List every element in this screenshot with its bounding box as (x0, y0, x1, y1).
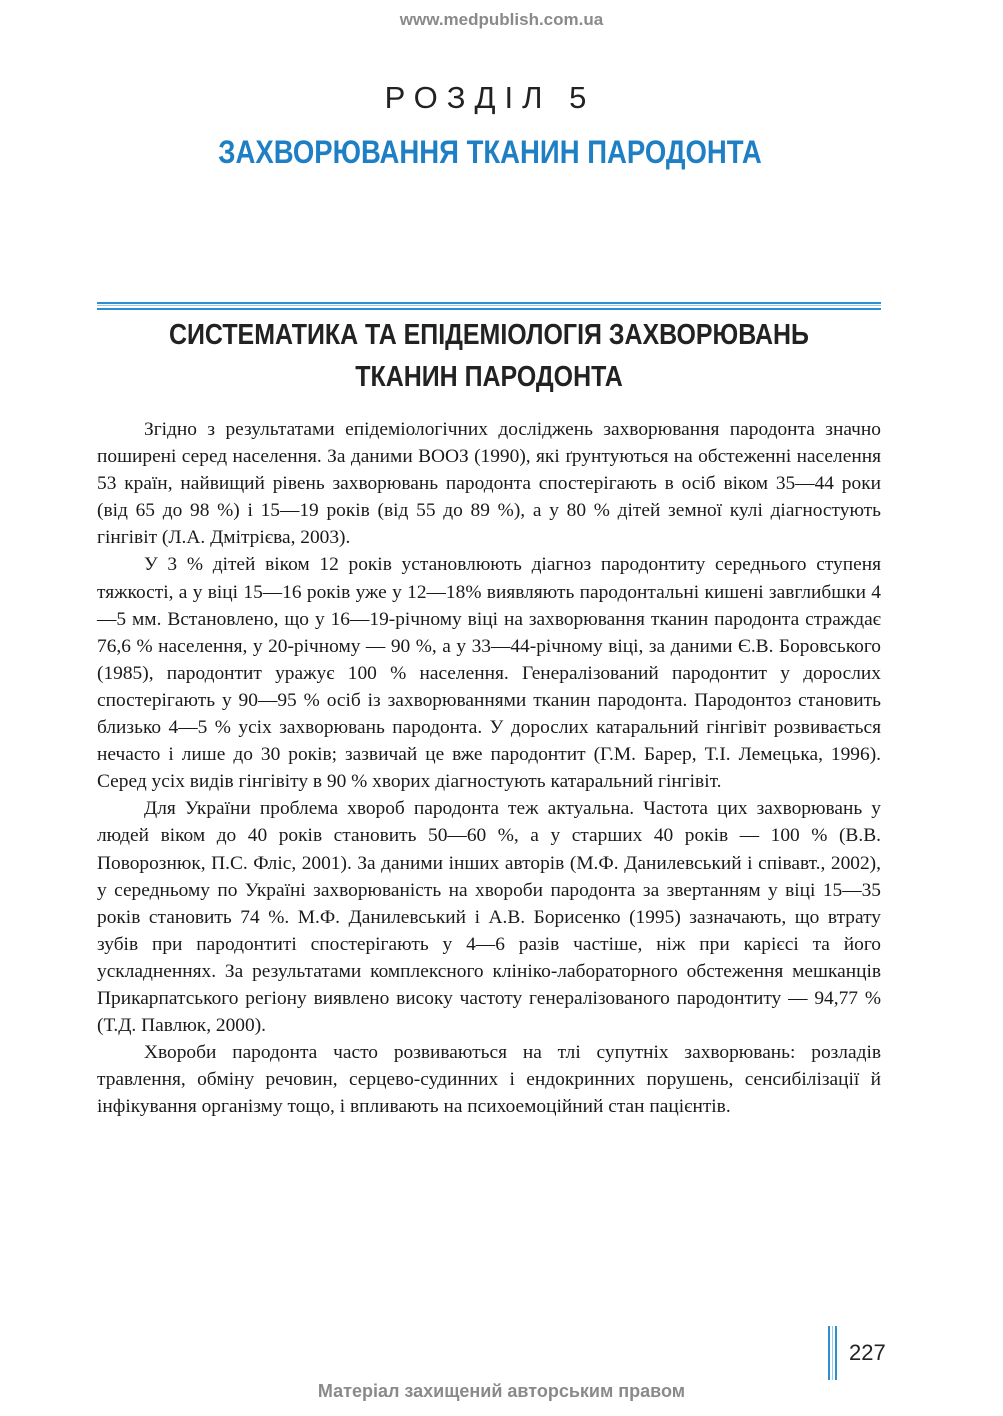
section-title (97, 314, 881, 398)
page-number: 227 (849, 1340, 886, 1365)
chapter-title: ЗАХВОРЮВАННЯ ТКАНИН ПАРОДОНТА (218, 134, 762, 170)
paragraph-2: У 3 % дітей віком 12 років установлюють діагноз пародонтиту середнього ступеня тяжкості, а у віці 15—16 років уже у 12—18% виявляють пародонтальні кишені завглибшки 4—5 мм. Встановлено, що у 16—19-річному віці на захворювання тканин пародонта страждає 76,6 % населення, у 20-річному — 90 %, а у 33—44-річному віці, за даними Є.В. Боровського (1985), пародонтит уражує 100 % населення. Генералізований пародонтит у дорослих спостерігають у 90—95 % осіб із захворюваннями тканин пародонта. Пародонтоз становить близько 4—5 % усіх захворювань пародонта. У дорослих катаральний гінгівіт розвивається нечасто і лише до 30 років; зазвичай це вже пародонтит (Г.М. Барер, Т.І. Лемецька, 1996). Серед усіх видів гінгівіту в 90 % хворих діагностують катаральний гінгівіт. (97, 554, 881, 793)
section-title-line-1: СИСТЕМАТИКА ТА ЕПІДЕМІОЛОГІЯ ЗАХВОРЮВАНЬ (168, 319, 810, 351)
paragraph-1: Згідно з результатами епідеміологічних досліджень захворювання пародонта значно поширені серед населення. За даними ВООЗ (1990), які ґрунтуються на обстеженні населення 53 країн, найвищий рівень захворювань пародонта спостерігають в осіб віком 35—44 роки (від 65 до 98 %) і 15—19 років (від 55 до 89 %), а у 80 % дітей земної кулі діагностують гінгівіт (Л.А. Дмітрієва, 2003). (97, 419, 881, 549)
chapter-label: РОЗДІЛ 5 (384, 80, 596, 115)
paragraph-4: Хвороби пародонта часто розвиваються на тлі супутніх захворювань: розладів травлення, обміну речовин, серцево-судинних і ендокринних порушень, сенсибілізації й інфікування організму тощо, і впливають на психоемоційний стан пацієнтів. (97, 1042, 881, 1118)
page-number-bar-inner-line (832, 1326, 833, 1380)
paragraph-3: Для України проблема хвороб пародонта теж актуальна. Частота цих захворювань у людей віком до 40 років становить 50—60 %, а у старших 40 років — 100 % (В.В. Поворознюк, П.С. Фліс, 2001). За даними інших авторів (М.Ф. Данилевський і співавт., 2002), у середньому по Україні захворюваність на хвороби пародонта за звертанням у віці 15—35 років становить 74 %. М.Ф. Данилевський і А.В. Борисенко (1995) зазначають, що втрату зубів при пародонтиті спостерігають у 4—6 разів частіше, ніж при карієсі та його ускладненнях. За результатами комплексного клініко-лабораторного обстеження мешканців Прикарпатського регіону виявлено високу частоту генералізованого пародонтиту — 94,77 % (Т.Д. Павлюк, 2000). (97, 798, 881, 1037)
site-url-watermark: www.medpublish.com.ua (399, 10, 604, 29)
body-text (97, 416, 881, 1120)
section-divider (97, 302, 881, 310)
section-title-line-2: ТКАНИН ПАРОДОНТА (355, 361, 623, 393)
copyright-watermark: Матеріал захищений авторським правом (317, 1381, 686, 1401)
section-divider-inner-line (97, 305, 881, 306)
